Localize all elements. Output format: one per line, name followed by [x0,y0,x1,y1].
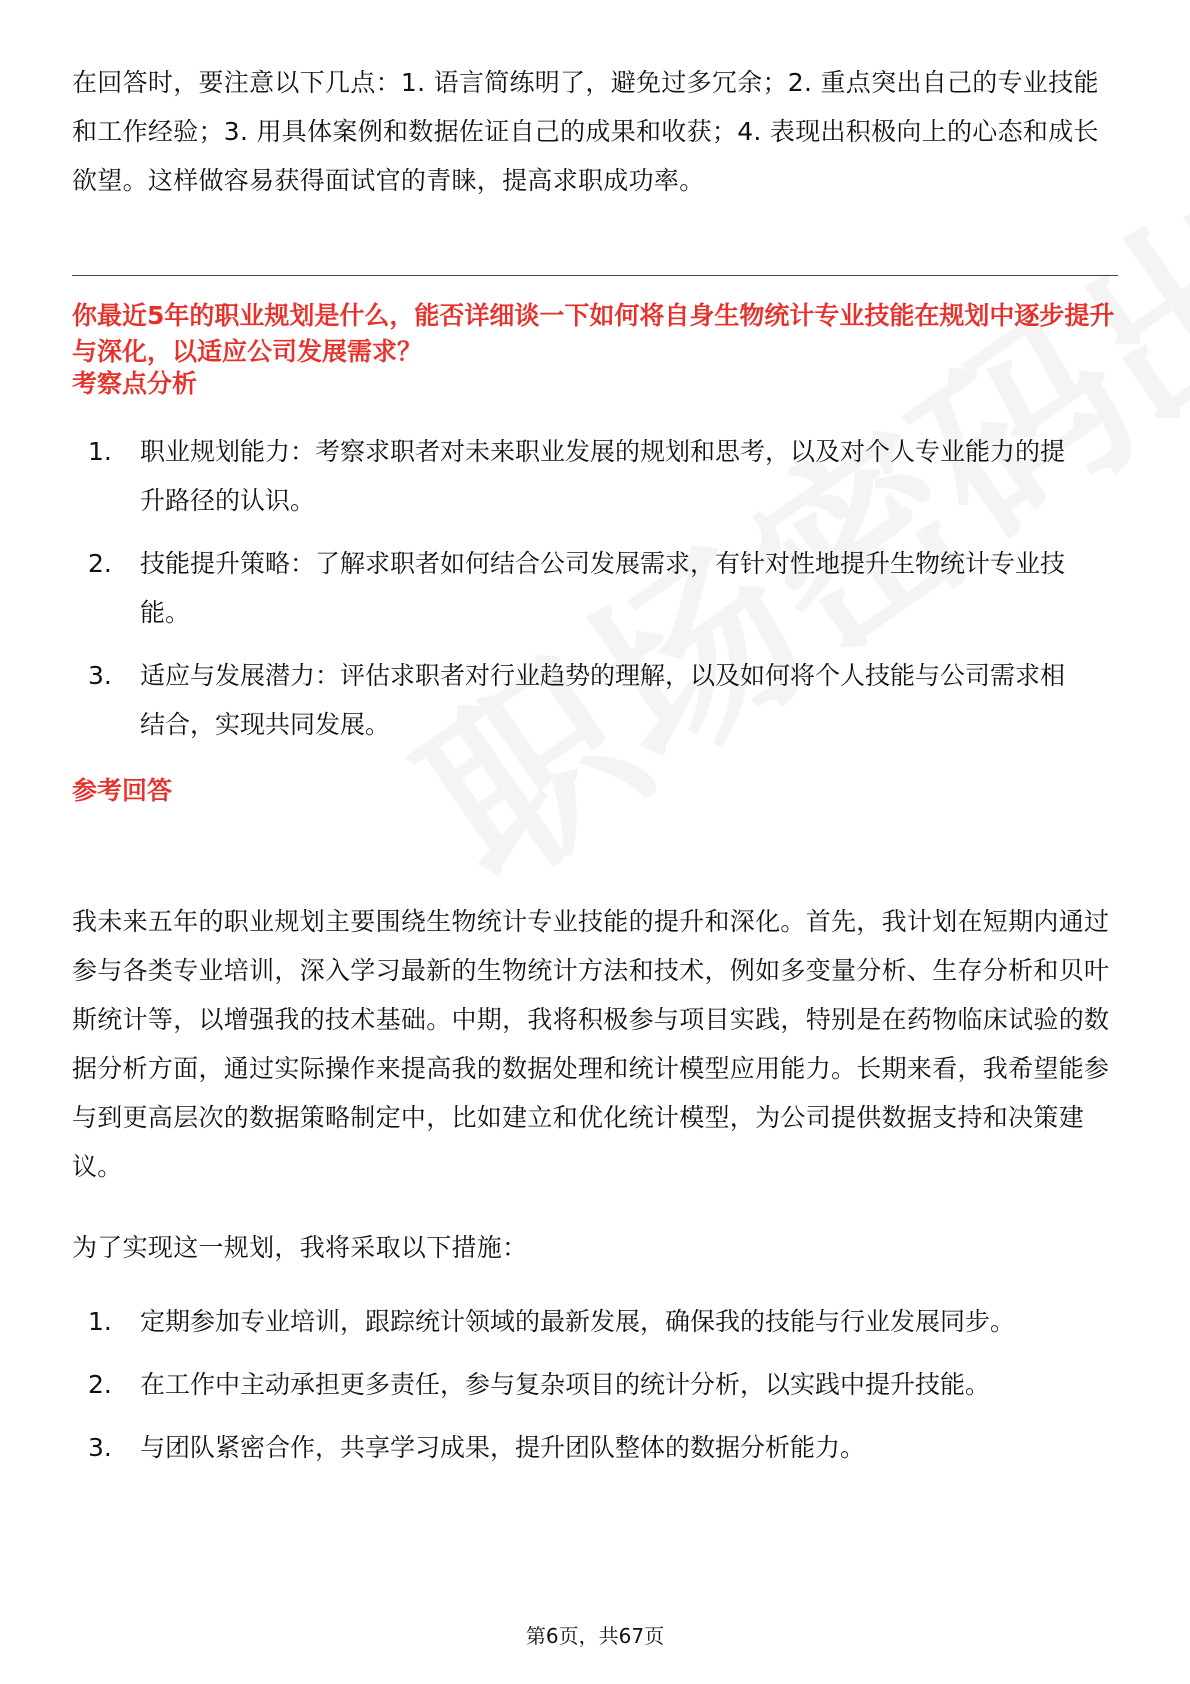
list-item-number: 3. [88,661,112,690]
list-item-text: 职业规划能力：考察求职者对未来职业发展的规划和思考，以及对个人专业能力的提升路径的认识。 [140,437,1066,515]
analysis-heading: 考察点分析 [72,369,198,398]
list-item-number: 3. [88,1433,112,1462]
list-item-number: 2. [88,1370,112,1399]
list-item [72,1297,1118,1346]
list-item [72,427,1118,525]
list-item [72,1423,1118,1472]
list-item [72,651,1118,749]
list-item-text: 定期参加专业培训，跟踪统计领域的最新发展，确保我的技能与行业发展同步。 [140,1307,1016,1336]
analysis-list [72,427,1118,763]
list-item-text: 适应与发展潜力：评估求职者对行业趋势的理解，以及如何将个人技能与公司需求相结合，实现共同发展。 [140,661,1066,739]
section-divider [72,275,1118,276]
list-item-text: 技能提升策略：了解求职者如何结合公司发展需求，有针对性地提升生物统计专业技能。 [140,549,1066,627]
reference-answer-paragraph: 我未来五年的职业规划主要围绕生物统计专业技能的提升和深化。首先，我计划在短期内通过参与各类专业培训，深入学习最新的生物统计方法和技术，例如多变量分析、生存分析和贝叶斯统计等，以增强我的技术基础。中期，我将积极参与项目实践，特别是在药物临床试验的数据分析方面，通过实际操作来提高我的数据处理和统计模型应用能力。长期来看，我希望能参与到更高层次的数据策略制定中，比如建立和优化统计模型，为公司提供数据支持和决策建议。 [72,907,1110,1181]
measures-intro: 为了实现这一规划，我将采取以下措施： [72,1233,528,1262]
list-item-number: 1. [88,437,112,466]
list-item-text: 在工作中主动承担更多责任，参与复杂项目的统计分析，以实践中提升技能。 [140,1370,991,1399]
intro-paragraph: 在回答时，要注意以下几点：1. 语言简练明了，避免过多冗余；2. 重点突出自己的专业技能和工作经验；3. 用具体案例和数据佐证自己的成果和收获；4. 表现出积极向上的心态和成长欲望。这样做容易获得面试官的青睐，提高求职成功率。 [72,68,1099,195]
list-item [72,539,1118,637]
reference-heading: 参考回答 [72,776,173,805]
list-item-number: 2. [88,549,112,578]
list-item-text: 与团队紧密合作，共享学习成果，提升团队整体的数据分析能力。 [140,1433,866,1462]
measures-list [72,1297,1118,1486]
list-item [72,1360,1118,1409]
list-item-number: 1. [88,1307,112,1336]
question-title: 你最近5年的职业规划是什么，能否详细谈一下如何将自身生物统计专业技能在规划中逐步提升与深化，以适应公司发展需求？ [72,301,1115,366]
page-footer: 第6页，共67页 [525,1624,665,1648]
